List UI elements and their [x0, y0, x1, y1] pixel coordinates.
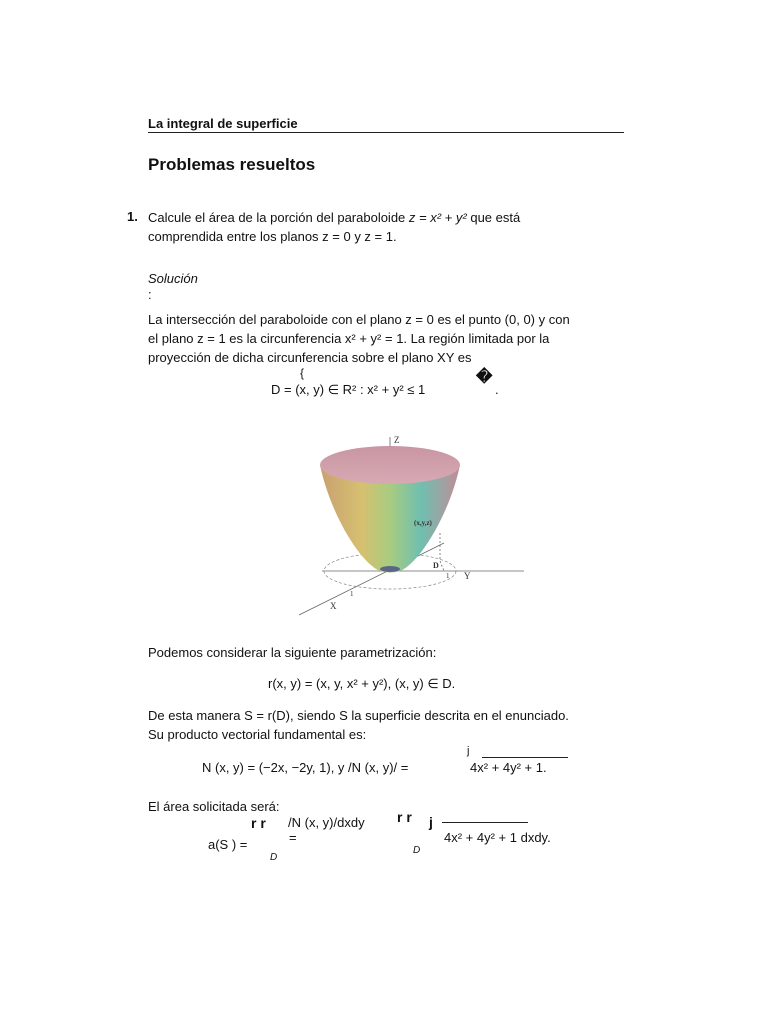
y-unit-label: 1: [446, 572, 450, 580]
region-d-label: D: [433, 561, 439, 570]
solution-line-3: proyección de dicha circunferencia sobre el plano XY es: [148, 350, 472, 365]
region-glyph-mark: �: [476, 369, 493, 386]
problem-line-2: comprendida entre los planos z = 0 y z = 1.: [148, 229, 397, 244]
solution-colon: :: [148, 287, 152, 302]
sqrt-bar-2: [442, 822, 528, 823]
param-paragraph: [148, 706, 624, 744]
height-guide-base: [440, 561, 444, 571]
z-axis-label: Z: [394, 435, 400, 445]
sqrt-body-1: 4x² + 4y² + 1.: [470, 760, 547, 775]
normal-vector-equation: N (x, y) = (−2x, −2y, 1), y /N (x, y)/ =: [202, 760, 409, 775]
param-equation: r(x, y) = (x, y, x² + y²), (x, y) ∈ D.: [268, 676, 456, 691]
problem-line-1: [148, 208, 624, 227]
sqrt-bar-1: [482, 757, 568, 758]
problem-line-1-a: Calcule el área de la porción del paraboloide: [148, 210, 406, 225]
x-axis-label: X: [330, 601, 337, 611]
param-line-1: De esta manera S = r(D), siendo S la superficie descrita en el enunciado.: [148, 708, 569, 723]
problem-statement: [148, 208, 624, 246]
solution-label-text: Solución: [148, 271, 198, 286]
problem-line-1-b: que está: [470, 210, 521, 225]
area-lhs: a(S ) =: [208, 837, 248, 852]
paraboloid-rim: [320, 446, 460, 484]
point-label: (x,y,z): [414, 519, 432, 527]
param-line-2: Su producto vectorial fundamental es:: [148, 727, 367, 742]
page-title: Problemas resueltos: [148, 155, 316, 174]
param-intro: Podemos considerar la siguiente parametrización:: [148, 645, 437, 660]
solution-paragraph: [148, 310, 624, 367]
x-unit-label: 1: [350, 590, 354, 598]
domain-d-2: D: [413, 845, 421, 856]
area-intro: El área solicitada será:: [148, 799, 280, 814]
domain-d-1: D: [270, 852, 278, 863]
integrand-1: /N (x, y)/dxdy: [288, 815, 365, 830]
integrand-2: 4x² + 4y² + 1 dxdy.: [444, 830, 551, 845]
region-definition: D = (x, y) ∈ R² : x² + y² ≤ 1: [271, 382, 426, 397]
double-integral-2: r r: [397, 809, 412, 825]
region-brace: {: [300, 366, 305, 380]
solution-line-1: La intersección del paraboloide con el plano z = 0 es el punto (0, 0) y con: [148, 312, 570, 327]
paraboloid-figure: [294, 423, 532, 619]
y-axis-label: Y: [464, 571, 471, 581]
section-header: La integral de superficie: [148, 116, 298, 131]
paraboloid-equation: z = x² + y²: [408, 210, 467, 225]
solution-line-2: el plano z = 1 es la circunferencia x² + y² = 1. La región limitada por la: [148, 331, 550, 346]
sqrt-mark-1: j: [467, 745, 470, 757]
problem-number: 1.: [127, 209, 138, 224]
sqrt-mark-2: j: [429, 814, 433, 830]
equals-sign: =: [289, 830, 297, 845]
region-end: .: [495, 382, 499, 397]
header-rule: [148, 132, 624, 133]
paraboloid-vertex: [380, 566, 400, 572]
double-integral-1: r r: [251, 815, 266, 831]
